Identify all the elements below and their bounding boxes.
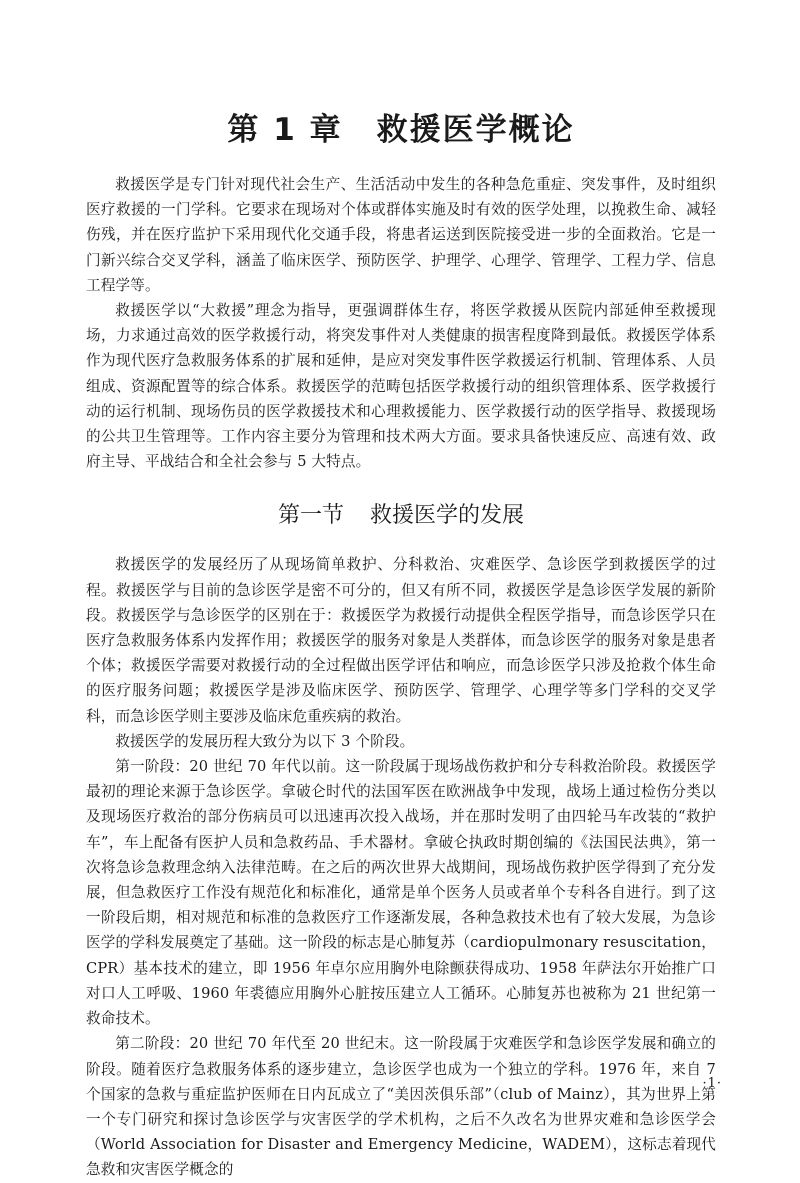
section-paragraph-1: 救援医学的发展经历了从现场简单救护、分科救治、灾难医学、急诊医学到救援医学的过程。救援医学与目前的急诊医学是密不可分的，但又有所不同，救援医学是急诊医学发展的新阶段。救援医学与急诊医学的区别在于：救援医学为救援行动提供全程医学指导，而急诊医学只在医疗急救服务体系内发挥作用；救援医学的服务对象是人类群体，而急诊医学的服务对象是患者个体；救援医学需要对救援行动的全过程做出医学评估和响应，而急诊医学只涉及抢救个体生命的医疗服务问题；救援医学是涉及临床医学、预防医学、管理学、心理学等多门学科的交叉学科，而急诊医学则主要涉及临床危重疾病的救治。	[86, 556, 716, 725]
section-name: 救援医学的发展	[370, 503, 525, 529]
section-paragraph-3: 第一阶段：20 世纪 70 年代以前。这一阶段属于现场战伤救护和分专科救治阶段。救援医学最初的理论来源于急诊医学。拿破仑时代的法国军医在欧洲战争中发现，战场上通过检伤分类以及现场医疗救治的部分伤病员可以迅速再次投入战场，并在那时发明了由四轮马车改装的“救护车”，车上配备有医护人员和急救药品、手术器材。拿破仑执政时期创编的《法国民法典》，第一次将急诊急救理念纳入法律范畴。在之后的两次世界大战期间，现场战伤救护医学得到了充分发展，但急救医疗工作没有规范化和标准化，通常是单个医务人员或者单个专科各自进行。到了这一阶段后期，相对规范和标准的急救医疗工作逐渐发展，各种急救技术也有了较大发展，为急诊医学的学科发展奠定了基础。这一阶段的标志是心肺复苏（cardiopulmonary resuscitation，CPR）基本技术的建立，即 1956 年卓尔应用胸外电除颤获得成功、1958 年萨法尔开始推广口对口人工呼吸、1960 年裘德应用胸外心脏按压建立人工循环。心肺复苏也被称为 21 世纪第一救命技术。	[86, 758, 716, 1028]
section-paragraph-2: 救援医学的发展历程大致分为以下 3 个阶段。	[115, 732, 415, 750]
intro-paragraph-1: 救援医学是专门针对现代社会生产、生活活动中发生的各种急危重症、突发事件，及时组织医疗救援的一门学科。它要求在现场对个体或群体实施及时有效的医学处理，以挽救生命、减轻伤残，并在医疗监护下采用现代化交通手段，将患者运送到医院接受进一步的全面救治。它是一门新兴综合交叉学科，涵盖了临床医学、预防医学、护理学、心理学、管理学、工程力学、信息工程学等。	[86, 176, 716, 294]
chapter-number: 第 1 章	[227, 112, 343, 148]
chapter-title	[86, 0, 716, 152]
section-number: 第一节	[277, 503, 344, 529]
page-number: ·1·	[702, 1076, 722, 1091]
chapter-name: 救援医学概论	[376, 112, 575, 148]
chapter-intro	[86, 172, 716, 474]
section-body	[86, 552, 716, 1182]
section-paragraph-4: 第二阶段：20 世纪 70 年代至 20 世纪末。这一阶段属于灾难医学和急诊医学发展和确立的阶段。随着医疗急救服务体系的逐步建立，急诊医学也成为一个独立的学科。1976 年，来自 7 个国家的急救与重症监护医师在日内瓦成立了“美因茨俱乐部”（club of Mainz），其为世界上第一个专门研究和探讨急诊医学与灾害医学的学术机构，之后不久改名为世界灾难和急诊医学会（World Association for Disaster and Emergency Medicine，WADEM），这标志着现代急救和灾害医学概念的	[86, 1035, 716, 1179]
section-title	[86, 500, 716, 532]
intro-paragraph-2: 救援医学以“大救援”理念为指导，更强调群体生存，将医学救援从医院内部延伸至救援现场，力求通过高效的医学救援行动，将突发事件对人类健康的损害程度降到最低。救援医学体系作为现代医疗急救服务体系的扩展和延伸，是应对突发事件医学救援运行机制、管理体系、人员组成、资源配置等的综合体系。救援医学的范畴包括医学救援行动的组织管理体系、医学救援行动的运行机制、现场伤员的医学救援技术和心理救援能力、医学救援行动的医学指导、救援现场的公共卫生管理等。工作内容主要分为管理和技术两大方面。要求具备快速反应、高速有效、政府主导、平战结合和全社会参与 5 大特点。	[86, 302, 716, 471]
